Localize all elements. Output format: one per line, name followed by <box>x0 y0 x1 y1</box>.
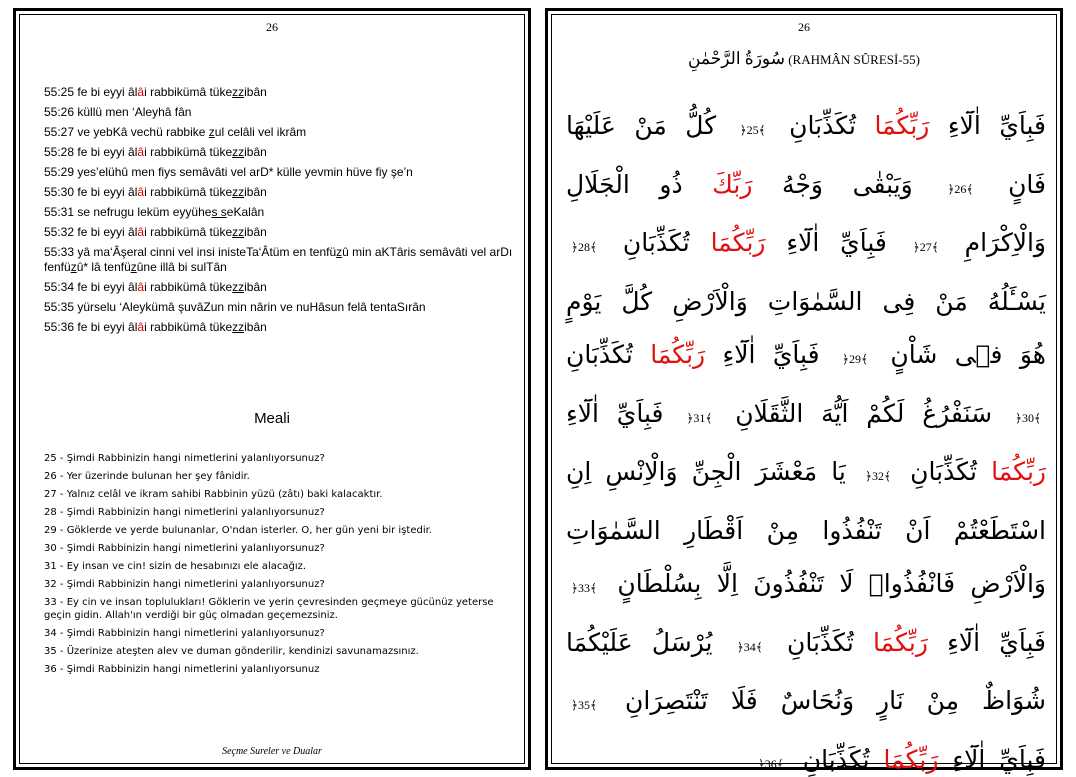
translit-text: 55:26 küllü men ‘Aleyhâ fân <box>44 105 192 119</box>
verse-text: سَنَفْرُغُ لَكُمْ اَيُّهَ الثَّقَلَانِ <box>717 398 993 428</box>
translit-underlined: s s <box>211 205 227 219</box>
meal-item: 29 - Göklerde ve yerde bulunanlar, O'ndan isterler. O, her gün yeni bir iştedir. <box>44 525 432 536</box>
translit-text: ibân <box>244 225 267 239</box>
translit-text: ul celâli vel ikrâm <box>214 125 307 139</box>
meal-item: 27 - Yalnız celâl ve ikram sahibi Rabbinin yüzü (zâtı) baki kalacaktır. <box>44 489 383 500</box>
sure-title-arabic: سُورَةُ الرَّحْمٰنِ <box>687 49 785 68</box>
translit-text: û min aKTâris semâvâti vel arDı fenfü <box>44 245 513 274</box>
meal-title: Meali <box>254 410 290 427</box>
translit-line <box>44 145 514 160</box>
translit-text: ibân <box>244 85 267 99</box>
verse-highlight: رَبِّكُمَا <box>869 744 939 774</box>
verse-text: تُكَذِّبَانِ <box>566 340 633 369</box>
translit-line <box>44 105 514 120</box>
verse-highlight: رَبِّكَ <box>682 169 753 199</box>
translit-text: i rabbikümâ tüke <box>144 320 233 334</box>
translit-red-char: â <box>137 320 145 334</box>
translit-underlined: zz <box>232 85 245 99</box>
verse-text: وَيَبْقٰى وَجْهُ <box>752 169 913 199</box>
translit-text: û* lâ tenfü <box>76 260 131 274</box>
translit-underlined: z <box>208 125 215 139</box>
translit-underlined: z <box>336 245 343 259</box>
page-footer: Seçme Sureler ve Dualar <box>222 746 322 757</box>
verse-number-marker: ﴿27﴾ <box>912 240 939 254</box>
verse-number-marker: ﴿26﴾ <box>947 181 974 196</box>
verse-number-marker: ﴿31﴾ <box>686 410 713 425</box>
verse-text: تُكَذِّبَانِ <box>602 228 690 257</box>
translit-red-char: â <box>137 225 145 239</box>
arabic-text-block <box>566 99 1046 777</box>
translit-red-char: â <box>137 280 145 294</box>
verse-text: تُكَذِّبَانِ <box>788 744 870 774</box>
translit-line <box>44 205 514 220</box>
translit-text: ibân <box>244 320 267 334</box>
sure-title <box>548 49 1060 69</box>
translit-text: ûne illâ bi sulTân <box>136 260 227 274</box>
translit-line <box>44 125 514 140</box>
verse-text: تُكَذِّبَانِ <box>896 457 977 486</box>
verse-text: فَبِاَيِّ اٰلَٓاءِ <box>938 744 1046 774</box>
verse-highlight: رَبِّكُمَا <box>632 340 706 369</box>
page-number: 26 <box>266 20 278 34</box>
translit-text: 55:36 fe bi eyyi âl <box>44 320 138 334</box>
right-page <box>545 8 1063 774</box>
translit-text: 55:35 yürselu ‘Aleykümâ şuvâZun min nârin ve nuHâsun felâ tentaSırân <box>44 300 426 314</box>
meal-item: 28 - Şimdi Rabbinizin hangi nimetlerini yalanlıyorsunuz? <box>44 507 325 518</box>
verse-highlight: رَبِّكُمَا <box>976 457 1046 486</box>
translit-text: 55:33 yâ ma‘Âşeral cinni vel insi inisteTa‘Âtüm en tenfü <box>44 245 337 259</box>
translit-text: 55:27 ve yebKâ vechü rabbike <box>44 125 209 139</box>
translit-text: 55:29 yes’elühû men fiys semâvâti vel arD* külle yevmin hüve fiy şe’n <box>44 165 413 179</box>
translit-underlined: zz <box>232 320 245 334</box>
translit-red-char: â <box>137 85 145 99</box>
translit-underlined: z <box>70 260 77 274</box>
meal-item: 35 - Üzerinize ateşten alev ve duman gönderilir, kendinizi savunamazsınız. <box>44 646 419 657</box>
verse-highlight: رَبِّكُمَا <box>689 228 766 257</box>
verse-text: فَبِاَيِّ اٰلَٓاءِ <box>765 228 887 257</box>
verse-number-marker: ﴿33﴾ <box>571 581 598 595</box>
verse-number-marker: ﴿28﴾ <box>571 240 598 254</box>
meal-item: 36 - Şimdi Rabbinizin hangi nimetlerini yalanlıyorsunuz <box>44 664 320 675</box>
translit-underlined: zz <box>232 145 245 159</box>
translit-text: 55:32 fe bi eyyi âl <box>44 225 138 239</box>
meal-item: 25 - Şimdi Rabbinizin hangi nimetlerini yalanlıyorsunuz? <box>44 453 325 464</box>
translit-underlined: zz <box>232 185 245 199</box>
verse-number-marker: ﴿34﴾ <box>736 639 763 654</box>
translit-line <box>44 165 514 180</box>
verse-text: يَا مَعْشَرَ الْجِنِّ وَالْاِنْسِ اِنِ اسْتَطَعْتُمْ اَنْ تَنْفُذُوا مِنْ اَقْطَارِ السَّمٰوَاتِ وَالْاَرْضِ فَانْفُذُواۜ لَا تَنْفُذُونَ اِلَّا بِسُلْطَانٍ <box>566 457 1046 598</box>
meal-item: 34 - Şimdi Rabbinizin hangi nimetlerini yalanlıyorsunuz? <box>44 628 325 639</box>
verse-number-marker: ﴿29﴾ <box>841 352 868 366</box>
verse-number-marker: ﴿32﴾ <box>864 469 891 483</box>
translit-text: i rabbikümâ tüke <box>144 85 233 99</box>
translit-text: eKalân <box>226 205 265 219</box>
verse-text: يَسْـَٔلُهُ مَنْ فِى السَّمٰوَاتِ وَالْاَرْضِ كُلَّ يَوْمٍ هُوَ فٖى شَاْنٍ <box>566 286 1046 369</box>
translit-line <box>44 280 514 295</box>
verse-text: فَبِاَيِّ اٰلَٓاءِ <box>927 627 1046 657</box>
verse-text: فَبِاَيِّ اٰلَٓاءِ <box>705 340 820 369</box>
verse-number-marker: ﴿35﴾ <box>571 698 598 712</box>
translit-text: 55:34 fe bi eyyi âl <box>44 280 138 294</box>
verse-text: يُرْسَلُ عَلَيْكُمَا شُوَاظٌ مِنْ نَارٍ وَنُحَاسٌ فَلَا تَنْتَصِرَانِ <box>566 627 1046 715</box>
verse-text: تُكَذِّبَانِ <box>770 111 856 140</box>
translit-line <box>44 85 514 100</box>
meal-item: 33 - Ey cin ve insan toplulukları! Göklerin ve yerin çevresinden geçmeye gücünüz yeterse geçin gidin. Allah'ın verdiği bir güç olmadan geçemezsiniz. <box>44 597 494 621</box>
translit-underlined: zz <box>232 225 245 239</box>
verse-text: فَبِاَيِّ اٰلَٓاءِ <box>566 398 664 428</box>
verse-number-marker: ﴿25﴾ <box>739 123 766 137</box>
sure-title-latin: (RAHMÂN SÛRESİ-55) <box>788 52 920 67</box>
verse-highlight: رَبِّكُمَا <box>855 111 930 140</box>
translit-text: i rabbikümâ tüke <box>144 145 233 159</box>
page-number: 26 <box>798 20 810 34</box>
transliteration-block <box>44 85 514 340</box>
translit-text: i rabbikümâ tüke <box>144 185 233 199</box>
translit-text: 55:25 fe bi eyyi âl <box>44 85 138 99</box>
translit-line <box>44 225 514 240</box>
translit-text: ibân <box>244 280 267 294</box>
translit-text: i rabbikümâ tüke <box>144 225 233 239</box>
meal-item: 32 - Şimdi Rabbinizin hangi nimetlerini yalanlıyorsunuz? <box>44 579 325 590</box>
translit-text: 55:31 se nefrugu leküm eyyühe <box>44 205 212 219</box>
translit-red-char: â <box>137 185 145 199</box>
meal-item: 30 - Şimdi Rabbinizin hangi nimetlerini yalanlıyorsunuz? <box>44 543 325 554</box>
verse-text: كُلُّ مَنْ عَلَيْهَا فَانٍ <box>566 111 1047 199</box>
translit-text: ibân <box>244 185 267 199</box>
translit-text: 55:30 fe bi eyyi âl <box>44 185 138 199</box>
translit-text: i rabbikümâ tüke <box>144 280 233 294</box>
translit-underlined: z <box>130 260 137 274</box>
translit-line <box>44 185 514 200</box>
translit-red-char: â <box>137 145 145 159</box>
verse-number-marker: ﴿30﴾ <box>1014 410 1041 425</box>
translit-text: 55:28 fe bi eyyi âl <box>44 145 138 159</box>
verse-highlight: رَبِّكُمَا <box>853 627 928 657</box>
translit-line <box>44 320 514 335</box>
translit-line <box>44 245 514 275</box>
verse-text: تُكَذِّبَانِ <box>767 627 854 657</box>
translit-line <box>44 300 514 315</box>
verse-text: ذُو الْجَلَالِ وَالْاِكْرَامِ <box>566 169 1047 257</box>
verse-number-marker: ﴿36﴾ <box>757 756 784 771</box>
meal-item: 31 - Ey insan ve cin! sizin de hesabınızı ele alacağız. <box>44 561 307 572</box>
translit-underlined: zz <box>232 280 245 294</box>
verse-text: فَبِاَيِّ اٰلَٓاءِ <box>929 111 1046 140</box>
meal-list <box>44 452 514 681</box>
meal-item: 26 - Yer üzerinde bulunan her şey fânidir. <box>44 471 250 482</box>
left-page <box>13 8 531 770</box>
translit-text: ibân <box>244 145 267 159</box>
